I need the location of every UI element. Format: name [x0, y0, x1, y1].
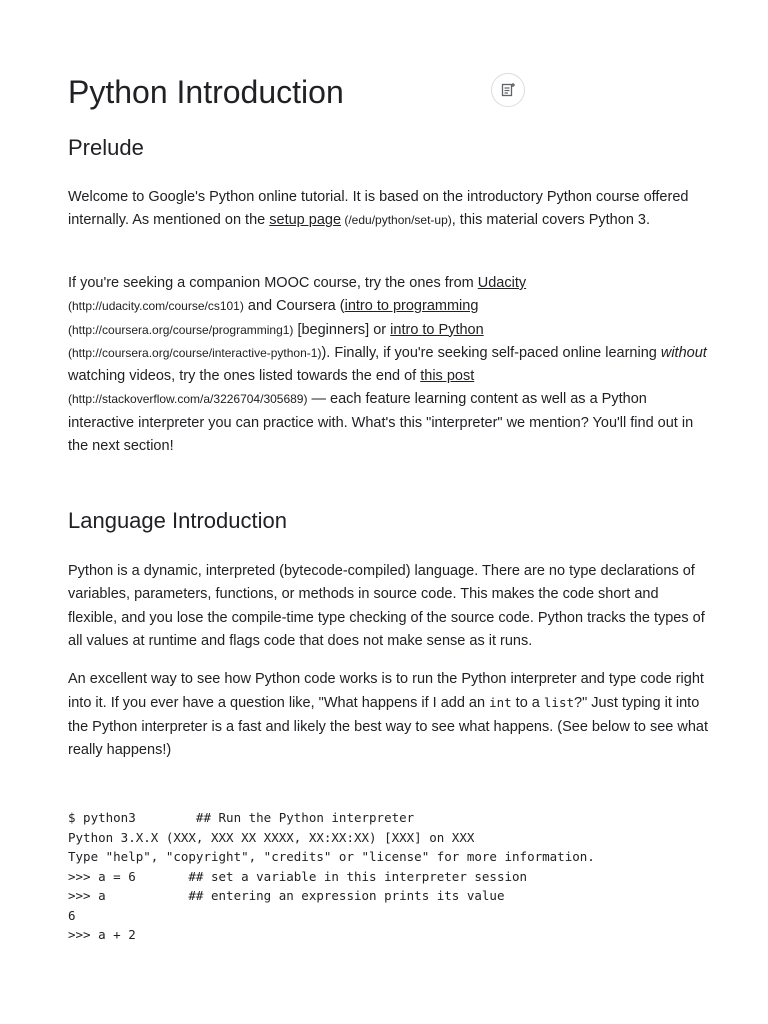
text: ). Finally, if you're seeking self-paced online learning	[321, 344, 661, 361]
bookmark-note-icon	[500, 82, 516, 98]
link-url: (http://coursera.org/course/programming1)	[68, 322, 294, 337]
bookmark-note-button[interactable]	[491, 73, 525, 107]
prelude-paragraph-2	[68, 272, 708, 458]
text: ?" Just typing it into the Python interpreter is a fast and likely the best way to see what happens. (See below to see what really happens!)	[68, 695, 708, 758]
text: An excellent way to see how Python code works is to run the Python interpreter and type code right into it. If you ever have a question like, "What happens if I add an	[68, 671, 704, 712]
text: watching videos, try the ones listed towards the end of	[68, 368, 421, 385]
link-url: (/edu/python/set-up)	[341, 213, 452, 228]
language-paragraph-2	[68, 668, 708, 762]
prelude-paragraph-1	[68, 186, 693, 233]
this-post-link[interactable]: this post	[420, 368, 475, 385]
udacity-link[interactable]: Udacity	[477, 275, 527, 291]
text: , this material covers Python 3.	[451, 212, 650, 229]
link-url: (http://udacity.com/course/cs101)	[68, 299, 244, 314]
link-url: (http://stackoverflow.com/a/3226704/305689)	[68, 392, 308, 407]
text: [beginners] or	[293, 321, 391, 338]
text: — each feature learning content as well as a Python interactive interpreter you can practice with. What's this "interpreter" we mention? You'll find out in the next section!	[68, 391, 694, 455]
interpreter-code-block: $ python3 ## Run the Python interpreter Python 3.X.X (XXX, XXX XX XXXX, XX:XX:XX) [XXX] on XXX Type "help", "copyright", "credits" or "license" for more information. >>> a = 6 ## set a variable in this interpreter session >>> a ## entering an expression prints its value 6 >>> a + 2	[68, 810, 595, 942]
page-title: Python Introduction	[68, 74, 344, 110]
inline-code-int: int	[489, 695, 512, 711]
text: Welcome to Google's Python online tutorial. It is based on the introductory Python course offered internally. As mentioned on the	[68, 189, 689, 229]
intro-to-python-link[interactable]: intro to Python	[390, 321, 484, 338]
prelude-heading: Prelude	[68, 135, 144, 160]
language-paragraph-1: Python is a dynamic, interpreted (bytecode-compiled) language. There are no type declarations of variables, parameters, functions, or methods in source code. This makes the code short and flexible, and you lose the compile-time type checking of the source code. Python tracks the types of all values at runtime and flags code that does not make sense as it runs.	[68, 563, 705, 649]
inline-code-list: list	[543, 695, 575, 711]
emphasis: without	[660, 344, 707, 361]
text: and Coursera (	[243, 298, 345, 315]
text: If you're seeking a companion MOOC course, try the ones from	[68, 275, 478, 291]
link-url: (http://coursera.org/course/interactive-python-1)	[68, 345, 322, 360]
language-introduction-heading: Language Introduction	[68, 508, 287, 533]
text: to a	[511, 695, 544, 712]
setup-page-link[interactable]: setup page	[269, 212, 342, 229]
intro-to-programming-link[interactable]: intro to programming	[344, 298, 479, 315]
